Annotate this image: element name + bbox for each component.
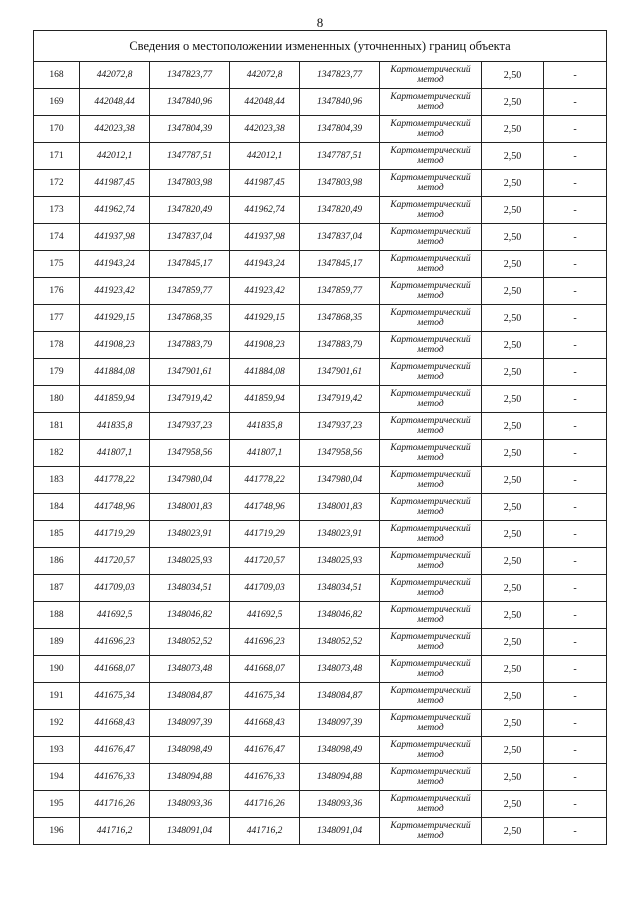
- table-row: [34, 332, 607, 359]
- new-x-cell: 441835,8: [230, 413, 300, 440]
- method-cell: Картометрический метод: [380, 224, 482, 251]
- table-row: [34, 170, 607, 197]
- existing-y-cell: 1347868,35: [150, 305, 230, 332]
- note-cell: -: [544, 791, 607, 818]
- existing-x-cell: 441748,96: [80, 494, 150, 521]
- existing-y-cell: 1347804,39: [150, 116, 230, 143]
- point-number-cell: 189: [34, 629, 80, 656]
- accuracy-cell: 2,50: [482, 737, 544, 764]
- new-x-cell: 442048,44: [230, 89, 300, 116]
- new-y-cell: 1347980,04: [300, 467, 380, 494]
- new-y-cell: 1347859,77: [300, 278, 380, 305]
- point-number-cell: 168: [34, 62, 80, 89]
- point-number-cell: 169: [34, 89, 80, 116]
- accuracy-cell: 2,50: [482, 548, 544, 575]
- accuracy-cell: 2,50: [482, 278, 544, 305]
- accuracy-cell: 2,50: [482, 602, 544, 629]
- point-number-cell: 174: [34, 224, 80, 251]
- new-x-cell: 441676,47: [230, 737, 300, 764]
- new-y-cell: 1348073,48: [300, 656, 380, 683]
- accuracy-cell: 2,50: [482, 467, 544, 494]
- method-cell: Картометрический метод: [380, 737, 482, 764]
- new-y-cell: 1347901,61: [300, 359, 380, 386]
- note-cell: -: [544, 278, 607, 305]
- new-y-cell: 1347919,42: [300, 386, 380, 413]
- point-number-cell: 181: [34, 413, 80, 440]
- point-number-cell: 175: [34, 251, 80, 278]
- method-cell: Картометрический метод: [380, 791, 482, 818]
- point-number-cell: 193: [34, 737, 80, 764]
- new-y-cell: 1348091,04: [300, 818, 380, 845]
- new-y-cell: 1347883,79: [300, 332, 380, 359]
- note-cell: -: [544, 143, 607, 170]
- new-x-cell: 442012,1: [230, 143, 300, 170]
- new-y-cell: 1348034,51: [300, 575, 380, 602]
- table-row: [34, 602, 607, 629]
- existing-x-cell: 441962,74: [80, 197, 150, 224]
- new-x-cell: 441676,33: [230, 764, 300, 791]
- existing-x-cell: 442072,8: [80, 62, 150, 89]
- page-number: 8: [316, 15, 324, 30]
- accuracy-cell: 2,50: [482, 764, 544, 791]
- method-cell: Картометрический метод: [380, 170, 482, 197]
- method-cell: Картометрический метод: [380, 575, 482, 602]
- existing-x-cell: 441696,23: [80, 629, 150, 656]
- existing-y-cell: 1347958,56: [150, 440, 230, 467]
- note-cell: -: [544, 818, 607, 845]
- new-x-cell: 441929,15: [230, 305, 300, 332]
- point-number-cell: 173: [34, 197, 80, 224]
- existing-y-cell: 1347823,77: [150, 62, 230, 89]
- method-cell: Картометрический метод: [380, 386, 482, 413]
- new-y-cell: 1348094,88: [300, 764, 380, 791]
- accuracy-cell: 2,50: [482, 359, 544, 386]
- accuracy-cell: 2,50: [482, 710, 544, 737]
- new-x-cell: 441807,1: [230, 440, 300, 467]
- existing-y-cell: 1348046,82: [150, 602, 230, 629]
- note-cell: -: [544, 764, 607, 791]
- table-row: [34, 710, 607, 737]
- existing-x-cell: 441692,5: [80, 602, 150, 629]
- method-cell: Картометрический метод: [380, 251, 482, 278]
- existing-y-cell: 1348094,88: [150, 764, 230, 791]
- existing-x-cell: 441987,45: [80, 170, 150, 197]
- accuracy-cell: 2,50: [482, 251, 544, 278]
- point-number-cell: 178: [34, 332, 80, 359]
- new-x-cell: 441716,26: [230, 791, 300, 818]
- new-x-cell: 442072,8: [230, 62, 300, 89]
- existing-y-cell: 1348001,83: [150, 494, 230, 521]
- note-cell: -: [544, 89, 607, 116]
- point-number-cell: 182: [34, 440, 80, 467]
- new-y-cell: 1347820,49: [300, 197, 380, 224]
- new-y-cell: 1347823,77: [300, 62, 380, 89]
- new-x-cell: 441696,23: [230, 629, 300, 656]
- point-number-cell: 176: [34, 278, 80, 305]
- existing-y-cell: 1347840,96: [150, 89, 230, 116]
- new-x-cell: 441908,23: [230, 332, 300, 359]
- new-y-cell: 1348084,87: [300, 683, 380, 710]
- point-number-cell: 170: [34, 116, 80, 143]
- existing-x-cell: 441709,03: [80, 575, 150, 602]
- table-title: Сведения о местоположении измененных (уточненных) границ объекта: [34, 31, 607, 62]
- method-cell: Картометрический метод: [380, 278, 482, 305]
- table-row: [34, 197, 607, 224]
- note-cell: -: [544, 602, 607, 629]
- existing-x-cell: 441937,98: [80, 224, 150, 251]
- existing-y-cell: 1348023,91: [150, 521, 230, 548]
- existing-x-cell: 441835,8: [80, 413, 150, 440]
- point-number-cell: 183: [34, 467, 80, 494]
- method-cell: Картометрический метод: [380, 710, 482, 737]
- method-cell: Картометрический метод: [380, 89, 482, 116]
- note-cell: -: [544, 116, 607, 143]
- existing-y-cell: 1347787,51: [150, 143, 230, 170]
- existing-y-cell: 1348098,49: [150, 737, 230, 764]
- point-number-cell: 192: [34, 710, 80, 737]
- table-row: [34, 575, 607, 602]
- new-x-cell: 441884,08: [230, 359, 300, 386]
- existing-x-cell: 441778,22: [80, 467, 150, 494]
- method-cell: Картометрический метод: [380, 548, 482, 575]
- note-cell: -: [544, 224, 607, 251]
- table-body: [34, 62, 607, 845]
- point-number-cell: 184: [34, 494, 80, 521]
- new-y-cell: 1347845,17: [300, 251, 380, 278]
- boundary-table-container: [33, 30, 606, 845]
- existing-x-cell: 441676,33: [80, 764, 150, 791]
- existing-x-cell: 441716,26: [80, 791, 150, 818]
- table-row: [34, 89, 607, 116]
- existing-y-cell: 1347820,49: [150, 197, 230, 224]
- note-cell: -: [544, 332, 607, 359]
- note-cell: -: [544, 683, 607, 710]
- note-cell: -: [544, 656, 607, 683]
- method-cell: Картометрический метод: [380, 764, 482, 791]
- note-cell: -: [544, 62, 607, 89]
- existing-y-cell: 1348097,39: [150, 710, 230, 737]
- existing-x-cell: 441716,2: [80, 818, 150, 845]
- point-number-cell: 177: [34, 305, 80, 332]
- point-number-cell: 187: [34, 575, 80, 602]
- method-cell: Картометрический метод: [380, 359, 482, 386]
- method-cell: Картометрический метод: [380, 116, 482, 143]
- accuracy-cell: 2,50: [482, 656, 544, 683]
- accuracy-cell: 2,50: [482, 62, 544, 89]
- table-row: [34, 791, 607, 818]
- note-cell: -: [544, 413, 607, 440]
- new-x-cell: 441668,07: [230, 656, 300, 683]
- accuracy-cell: 2,50: [482, 89, 544, 116]
- existing-x-cell: 441719,29: [80, 521, 150, 548]
- table-row: [34, 386, 607, 413]
- accuracy-cell: 2,50: [482, 440, 544, 467]
- table-row: [34, 737, 607, 764]
- new-x-cell: 441943,24: [230, 251, 300, 278]
- accuracy-cell: 2,50: [482, 305, 544, 332]
- point-number-cell: 191: [34, 683, 80, 710]
- new-y-cell: 1348023,91: [300, 521, 380, 548]
- note-cell: -: [544, 737, 607, 764]
- existing-x-cell: 441675,34: [80, 683, 150, 710]
- new-y-cell: 1347837,04: [300, 224, 380, 251]
- new-y-cell: 1347803,98: [300, 170, 380, 197]
- note-cell: -: [544, 440, 607, 467]
- note-cell: -: [544, 251, 607, 278]
- note-cell: -: [544, 359, 607, 386]
- new-x-cell: 441720,57: [230, 548, 300, 575]
- note-cell: -: [544, 548, 607, 575]
- table-row: [34, 251, 607, 278]
- new-y-cell: 1348025,93: [300, 548, 380, 575]
- new-x-cell: 441859,94: [230, 386, 300, 413]
- note-cell: -: [544, 467, 607, 494]
- existing-x-cell: 441908,23: [80, 332, 150, 359]
- point-number-cell: 172: [34, 170, 80, 197]
- new-x-cell: 441937,98: [230, 224, 300, 251]
- existing-y-cell: 1348034,51: [150, 575, 230, 602]
- point-number-cell: 180: [34, 386, 80, 413]
- table-row: [34, 116, 607, 143]
- new-x-cell: 441778,22: [230, 467, 300, 494]
- existing-x-cell: 441807,1: [80, 440, 150, 467]
- accuracy-cell: 2,50: [482, 413, 544, 440]
- accuracy-cell: 2,50: [482, 197, 544, 224]
- existing-x-cell: 441668,07: [80, 656, 150, 683]
- note-cell: -: [544, 197, 607, 224]
- point-number-cell: 186: [34, 548, 80, 575]
- accuracy-cell: 2,50: [482, 791, 544, 818]
- existing-y-cell: 1348093,36: [150, 791, 230, 818]
- method-cell: Картометрический метод: [380, 62, 482, 89]
- note-cell: -: [544, 494, 607, 521]
- new-y-cell: 1348097,39: [300, 710, 380, 737]
- new-y-cell: 1348098,49: [300, 737, 380, 764]
- existing-y-cell: 1347837,04: [150, 224, 230, 251]
- existing-y-cell: 1348091,04: [150, 818, 230, 845]
- existing-y-cell: 1348052,52: [150, 629, 230, 656]
- existing-y-cell: 1348084,87: [150, 683, 230, 710]
- table-row: [34, 494, 607, 521]
- method-cell: Картометрический метод: [380, 521, 482, 548]
- existing-x-cell: 441884,08: [80, 359, 150, 386]
- table-row: [34, 278, 607, 305]
- note-cell: -: [544, 170, 607, 197]
- new-y-cell: 1347804,39: [300, 116, 380, 143]
- accuracy-cell: 2,50: [482, 332, 544, 359]
- new-x-cell: 441675,34: [230, 683, 300, 710]
- new-y-cell: 1347840,96: [300, 89, 380, 116]
- note-cell: -: [544, 710, 607, 737]
- table-row: [34, 629, 607, 656]
- method-cell: Картометрический метод: [380, 494, 482, 521]
- existing-y-cell: 1347901,61: [150, 359, 230, 386]
- existing-x-cell: 442048,44: [80, 89, 150, 116]
- accuracy-cell: 2,50: [482, 116, 544, 143]
- table-row: [34, 521, 607, 548]
- note-cell: -: [544, 575, 607, 602]
- table-row: [34, 818, 607, 845]
- accuracy-cell: 2,50: [482, 494, 544, 521]
- new-y-cell: 1348001,83: [300, 494, 380, 521]
- existing-x-cell: 442012,1: [80, 143, 150, 170]
- method-cell: Картометрический метод: [380, 305, 482, 332]
- accuracy-cell: 2,50: [482, 170, 544, 197]
- new-y-cell: 1348046,82: [300, 602, 380, 629]
- point-number-cell: 171: [34, 143, 80, 170]
- new-x-cell: 441719,29: [230, 521, 300, 548]
- point-number-cell: 196: [34, 818, 80, 845]
- table-row: [34, 305, 607, 332]
- new-x-cell: 442023,38: [230, 116, 300, 143]
- point-number-cell: 194: [34, 764, 80, 791]
- new-x-cell: 441987,45: [230, 170, 300, 197]
- accuracy-cell: 2,50: [482, 386, 544, 413]
- new-x-cell: 441709,03: [230, 575, 300, 602]
- existing-x-cell: 441859,94: [80, 386, 150, 413]
- existing-y-cell: 1347937,23: [150, 413, 230, 440]
- existing-y-cell: 1348025,93: [150, 548, 230, 575]
- method-cell: Картометрический метод: [380, 467, 482, 494]
- method-cell: Картометрический метод: [380, 602, 482, 629]
- accuracy-cell: 2,50: [482, 818, 544, 845]
- point-number-cell: 179: [34, 359, 80, 386]
- existing-x-cell: 441943,24: [80, 251, 150, 278]
- table-row: [34, 143, 607, 170]
- method-cell: Картометрический метод: [380, 440, 482, 467]
- note-cell: -: [544, 386, 607, 413]
- accuracy-cell: 2,50: [482, 629, 544, 656]
- new-x-cell: 441748,96: [230, 494, 300, 521]
- note-cell: -: [544, 521, 607, 548]
- note-cell: -: [544, 629, 607, 656]
- table-row: [34, 359, 607, 386]
- accuracy-cell: 2,50: [482, 575, 544, 602]
- point-number-cell: 188: [34, 602, 80, 629]
- existing-y-cell: 1347859,77: [150, 278, 230, 305]
- new-y-cell: 1348093,36: [300, 791, 380, 818]
- new-x-cell: 441923,42: [230, 278, 300, 305]
- existing-x-cell: 441720,57: [80, 548, 150, 575]
- point-number-cell: 185: [34, 521, 80, 548]
- method-cell: Картометрический метод: [380, 413, 482, 440]
- existing-x-cell: 441923,42: [80, 278, 150, 305]
- new-y-cell: 1347868,35: [300, 305, 380, 332]
- table-row: [34, 548, 607, 575]
- table-row: [34, 683, 607, 710]
- existing-x-cell: 441929,15: [80, 305, 150, 332]
- existing-x-cell: 441668,43: [80, 710, 150, 737]
- table-row: [34, 656, 607, 683]
- point-number-cell: 195: [34, 791, 80, 818]
- method-cell: Картометрический метод: [380, 197, 482, 224]
- table-row: [34, 62, 607, 89]
- existing-y-cell: 1348073,48: [150, 656, 230, 683]
- existing-y-cell: 1347883,79: [150, 332, 230, 359]
- method-cell: Картометрический метод: [380, 656, 482, 683]
- method-cell: Картометрический метод: [380, 683, 482, 710]
- new-x-cell: 441692,5: [230, 602, 300, 629]
- existing-y-cell: 1347980,04: [150, 467, 230, 494]
- new-y-cell: 1348052,52: [300, 629, 380, 656]
- method-cell: Картометрический метод: [380, 629, 482, 656]
- existing-x-cell: 441676,47: [80, 737, 150, 764]
- accuracy-cell: 2,50: [482, 143, 544, 170]
- existing-x-cell: 442023,38: [80, 116, 150, 143]
- point-number-cell: 190: [34, 656, 80, 683]
- new-x-cell: 441962,74: [230, 197, 300, 224]
- note-cell: -: [544, 305, 607, 332]
- boundary-coordinates-table: [33, 30, 607, 845]
- method-cell: Картометрический метод: [380, 818, 482, 845]
- new-x-cell: 441668,43: [230, 710, 300, 737]
- method-cell: Картометрический метод: [380, 143, 482, 170]
- new-x-cell: 441716,2: [230, 818, 300, 845]
- accuracy-cell: 2,50: [482, 224, 544, 251]
- table-row: [34, 440, 607, 467]
- existing-y-cell: 1347919,42: [150, 386, 230, 413]
- accuracy-cell: 2,50: [482, 521, 544, 548]
- table-row: [34, 413, 607, 440]
- existing-y-cell: 1347803,98: [150, 170, 230, 197]
- table-row: [34, 224, 607, 251]
- new-y-cell: 1347958,56: [300, 440, 380, 467]
- accuracy-cell: 2,50: [482, 683, 544, 710]
- new-y-cell: 1347787,51: [300, 143, 380, 170]
- method-cell: Картометрический метод: [380, 332, 482, 359]
- existing-y-cell: 1347845,17: [150, 251, 230, 278]
- new-y-cell: 1347937,23: [300, 413, 380, 440]
- table-row: [34, 764, 607, 791]
- table-row: [34, 467, 607, 494]
